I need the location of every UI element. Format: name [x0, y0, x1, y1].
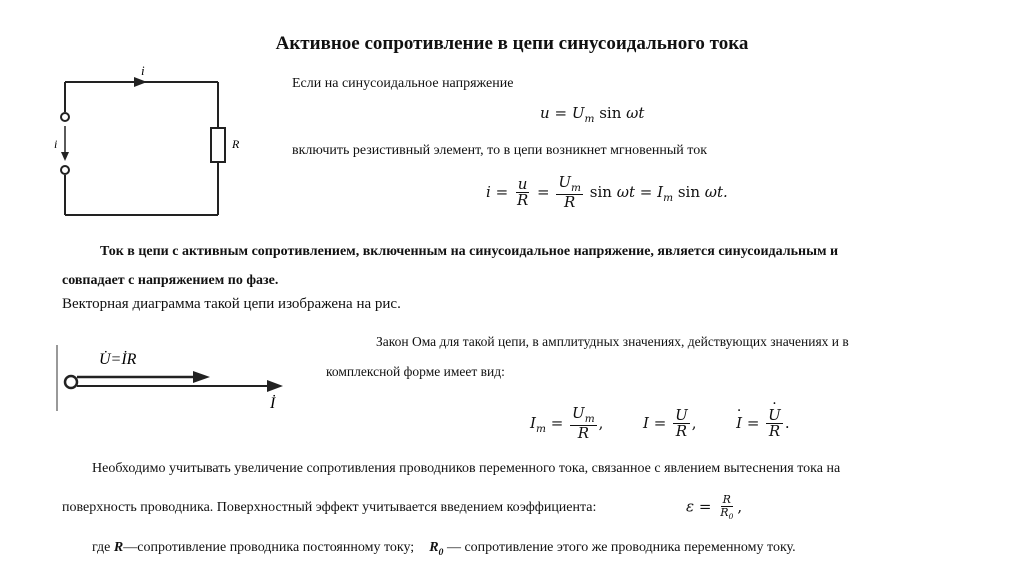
ohm-equations: $I_m$ = $\frac{U_m}{R}$ , I = $\frac{U}{R}$ , I · = $\frac{U \cdot}{R}$ .	[530, 406, 790, 442]
epsilon-equation: ε = $\frac{R}{R_0}$ ,	[686, 493, 743, 521]
source-current-arrow-head	[61, 152, 69, 161]
skin-effect-line-2: поверхность проводника. Поверхностный эффект учитывается введением коэффициента:	[62, 500, 597, 515]
current-arrow-head	[134, 77, 147, 87]
ohm-law-line-2: комплексной форме имеет вид:	[326, 364, 505, 379]
current-label: i	[141, 63, 145, 78]
circuit-diagram	[55, 60, 255, 230]
vector-diagram	[55, 335, 295, 415]
resistor	[211, 128, 225, 162]
source-current-label: i	[54, 137, 58, 151]
voltage-vector-label: U̇=İR	[99, 351, 137, 368]
statement-line-2: совпадает с напряжением по фазе.	[62, 273, 279, 288]
current-vector-label: İ	[270, 395, 276, 412]
terminal-bottom	[61, 166, 69, 174]
skin-effect-line-1: Необходимо учитывать увеличение сопротивления проводников переменного тока, связанное с явлением вытеснения тока на	[92, 461, 841, 476]
intro-line-2: включить резистивный элемент, то в цепи возникнет мгновенный ток	[292, 143, 708, 158]
statement-line-1: Ток в цепи с активным сопротивлением, включенным на синусоидальное напряжение, является синусоидальным и	[100, 244, 839, 259]
page-title: Активное сопротивление в цепи синусоидального тока	[275, 33, 749, 54]
vector-diagram-caption: Векторная диаграмма такой цепи изображена на рис.	[62, 296, 401, 312]
resistor-label: R	[232, 137, 240, 151]
terminal-top	[61, 113, 69, 121]
voltage-vector-head	[193, 371, 210, 383]
ohm-law-line-1: Закон Ома для такой цепи, в амплитудных значениях, действующих значениях и в	[376, 334, 849, 349]
voltage-equation: $u = U_m$ sin ωt	[540, 104, 645, 125]
current-equation: i = $\frac{u}{R}$ = $\frac{U_m}{R}$ $\sin \omega t = I_m$ sin ωt.	[486, 173, 728, 212]
current-vector-head	[267, 380, 283, 392]
origin-point	[65, 376, 77, 388]
legend-line: где R—сопротивление проводника постоянному току; $R_0$ — сопротивление этого же проводника переменному току.	[92, 540, 796, 558]
intro-line-1: Если на синусоидальное напряжение	[292, 76, 514, 91]
